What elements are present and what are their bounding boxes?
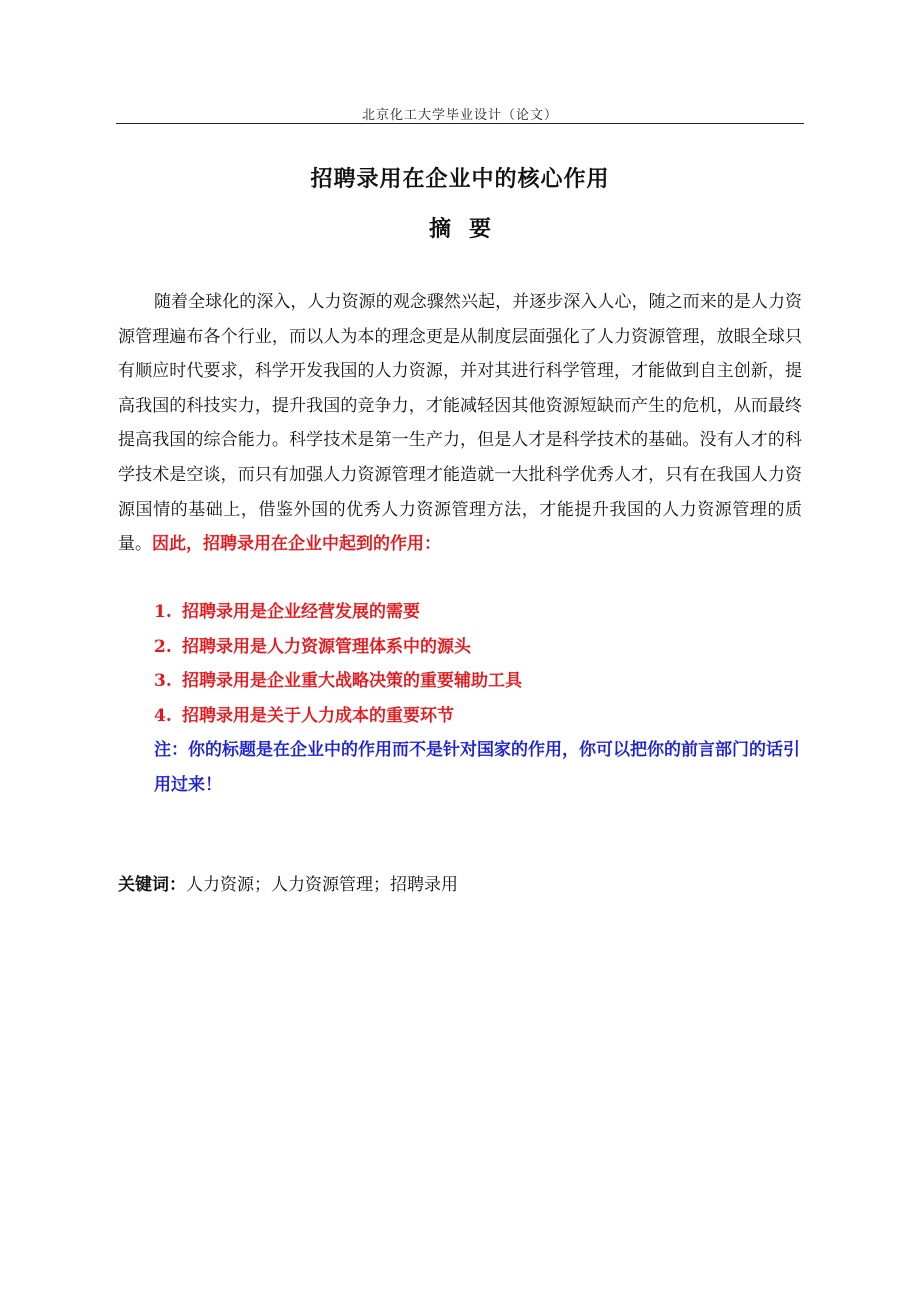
keywords-label: 关键词： xyxy=(118,875,186,895)
list-item xyxy=(154,595,804,630)
list-item xyxy=(154,699,804,734)
role-list xyxy=(154,595,804,733)
abstract-highlight-text: 因此，招聘录用在企业中起到的作用： xyxy=(152,534,441,555)
list-item-text: 招聘录用是企业经营发展的需要 xyxy=(182,602,420,622)
abstract-heading: 摘要 xyxy=(428,217,509,242)
keywords-value: 人力资源；人力资源管理；招聘录用 xyxy=(186,875,458,895)
list-item-text: 招聘录用是关于人力成本的重要环节 xyxy=(182,705,454,726)
abstract-body-text: 随着全球化的深入，人力资源的观念骤然兴起，并逐步深入人心，随之而来的是人力资源管理遍布各个行业，而以人为本的理念更是从制度层面强化了人力资源管理，放眼全球只有顺应时代要求，科学开发我国的人力资源，并对其进行科学管理，才能做到自主创新，提高我国的科技实力，提升我国的竞争力，才能减轻因其他资源短缺而产生的危机，从而最终提高我国的综合能力。科学技术是第一生产力，但是人才是科学技术的基础。没有人才的科学技术是空谈，而只有加强人力资源管理才能造就一大批科学优秀人才，只有在我国人力资源国情的基础上，借鉴外国的优秀人力资源管理方法，才能提升我国的人力资源管理的质量。 xyxy=(118,292,802,555)
list-item-number: 2. xyxy=(154,636,172,657)
keywords-line xyxy=(118,868,458,902)
list-item-number: 3. xyxy=(154,671,172,692)
reviewer-note: 注：你的标题是在企业中的作用而不是针对国家的作用，你可以把你的前言部门的话引用过来！ xyxy=(154,740,800,795)
abstract-paragraph xyxy=(118,285,802,562)
document-title: 招聘录用在企业中的核心作用 xyxy=(310,167,610,192)
list-item xyxy=(154,664,804,699)
list-item xyxy=(154,630,804,665)
running-header: 北京化工大学毕业设计（论文） xyxy=(361,108,558,123)
list-item-text: 招聘录用是人力资源管理体系中的源头 xyxy=(182,636,471,657)
list-item-text: 招聘录用是企业重大战略决策的重要辅助工具 xyxy=(182,671,522,692)
header-rule xyxy=(116,123,804,124)
list-item-number: 1. xyxy=(154,602,172,622)
list-item-number: 4. xyxy=(154,705,172,726)
